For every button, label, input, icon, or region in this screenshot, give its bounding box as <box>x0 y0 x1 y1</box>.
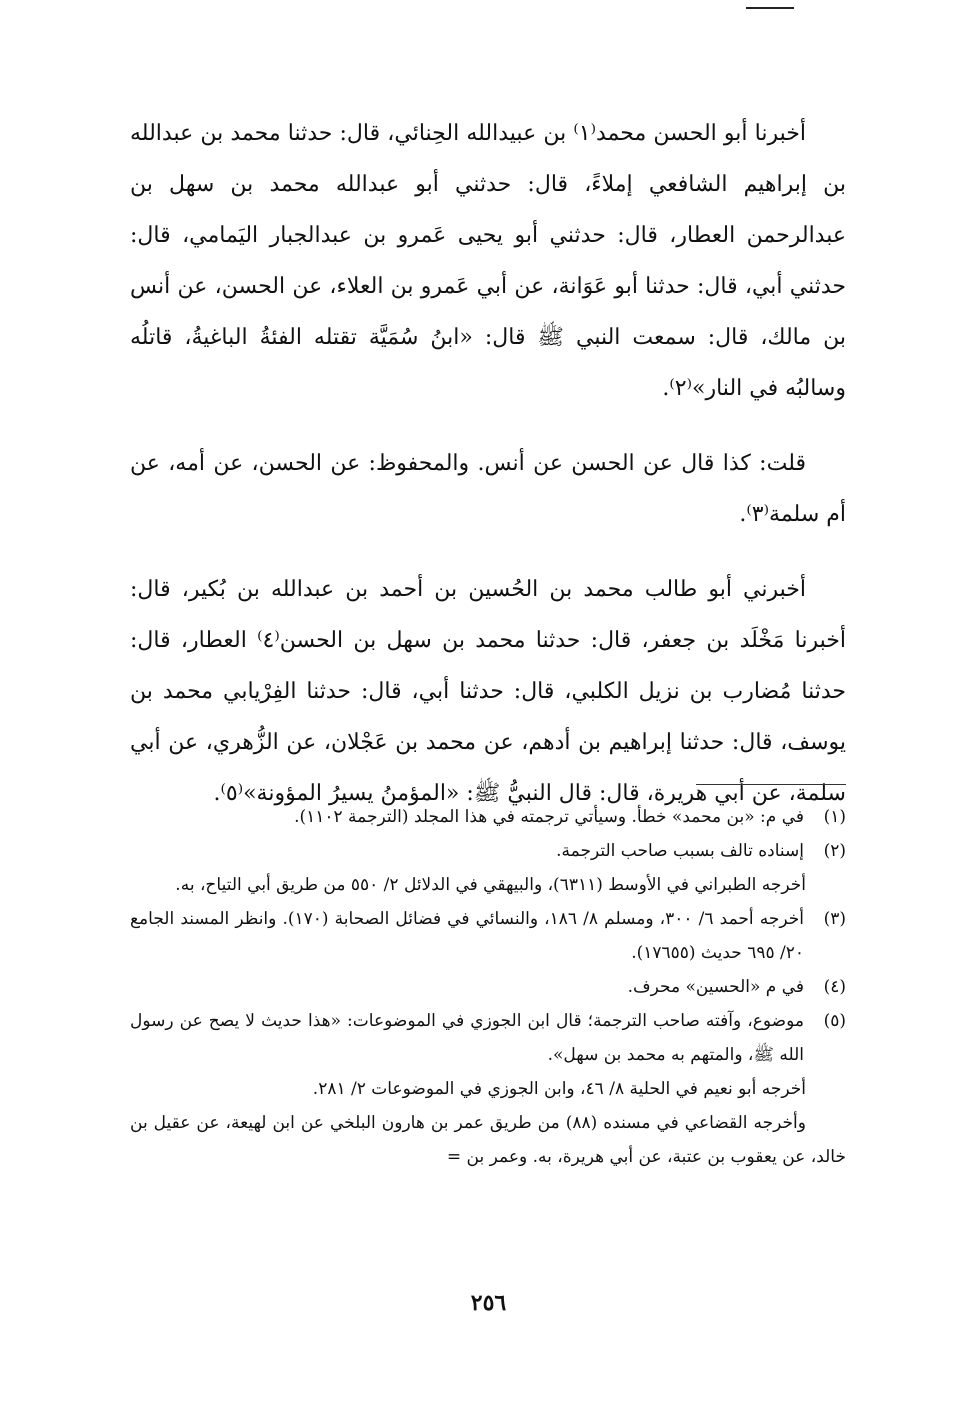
footnote-2 <box>130 834 846 868</box>
footnote-5 <box>130 1004 846 1072</box>
footnote-number: (٣) <box>823 909 846 929</box>
main-text <box>130 108 846 831</box>
footnote-5-continuation-1: أخرجه أبو نعيم في الحلية ٨/ ٤٦، وابن الجوزي في الموضوعات ٢/ ٢٨١. <box>312 1079 806 1099</box>
footnote-number: (٤) <box>823 977 846 997</box>
footnote-number: (٢) <box>823 841 846 861</box>
footnote-3 <box>130 902 846 970</box>
paragraph-3: أخبرني أبو طالب محمد بن الحُسين بن أحمد بن عبدالله بن بُكير، قال: أخبرنا مَخْلَد بن جعفر، قال: حدثنا محمد بن سهل بن الحسن⁽٤⁾ العطار، قال: حدثنا مُضارب بن نزيل الكلبي، قال: حدثنا أبي، قال: حدثنا الفِرْيابي محمد بن يوسف، قال: حدثنا إبراهيم بن أدهم، عن محمد بن عَجْلان، عن الزُّهري، عن أبي سلمة، عن أبي هريرة، قال: قال النبيُّ ﷺ: «المؤمنُ يسيرُ المؤونة»⁽٥⁾. <box>130 577 846 806</box>
footnote-text: أخرجه أحمد ٦/ ٣٠٠، ومسلم ٨/ ١٨٦، والنسائي في فضائل الصحابة (١٧٠). وانظر المسند الجامع ٢٠/ ٦٩٥ حديث (١٧٦٥٥). <box>130 909 804 963</box>
page-number: ٢٥٦ <box>470 1290 507 1316</box>
footnote-text: في م: «بن محمد» خطأ. وسيأتي ترجمته في هذا المجلد (الترجمة ١١٠٢). <box>294 807 804 827</box>
paragraph-1: أخبرنا أبو الحسن محمد⁽١⁾ بن عبيدالله الحِنائي، قال: حدثنا محمد بن عبدالله بن إبراهيم الشافعي إملاءً، قال: حدثني أبو عبدالله محمد بن سهل بن عبدالرحمن العطار، قال: حدثني أبو يحيى عَمرو بن عبدالجبار اليَمامي، قال: حدثني أبي، قال: حدثنا أبو عَوَانة، عن أبي عَمرو بن العلاء، عن الحسن، عن أنس بن مالك، قال: سمعت النبي ﷺ قال: «ابنُ سُمَيَّة تقتله الفئةُ الباغيةُ، قاتلُه وسالبُه في النار»⁽٢⁾. <box>130 121 846 401</box>
footnote-text: إسناده تالف بسبب صاحب الترجمة. <box>556 841 804 861</box>
footnote-2-continuation: أخرجه الطبراني في الأوسط (٦٣١١)، والبيهقي في الدلائل ٢/ ٥٥٠ من طريق أبي التياح، به. <box>175 875 806 895</box>
footnote-text: موضوع، وآفته صاحب الترجمة؛ قال ابن الجوزي في الموضوعات: «هذا حديث لا يصح عن رسول الله ﷺ، والمتهم به محمد بن سهل». <box>130 1011 804 1065</box>
footnote-1 <box>130 800 846 834</box>
footnote-4 <box>130 970 846 1004</box>
footnote-number: (١) <box>823 807 846 827</box>
paragraph-2: قلت: كذا قال عن الحسن عن أنس. والمحفوظ: عن الحسن، عن أمه، عن أم سلمة⁽٣⁾. <box>130 451 846 527</box>
top-rule <box>746 7 794 9</box>
footnote-number: (٥) <box>823 1011 846 1031</box>
footnote-text: في م «الحسين» محرف. <box>627 977 804 997</box>
footnotes <box>130 800 846 1174</box>
footnote-5-continuation-2: وأخرجه القضاعي في مسنده (٨٨) من طريق عمر بن هارون البلخي عن ابن لهيعة، عن عقيل بن خالد، عن يعقوب بن عتبة، عن أبي هريرة، به. وعمر بن = <box>130 1113 846 1167</box>
footnote-separator <box>696 784 846 785</box>
